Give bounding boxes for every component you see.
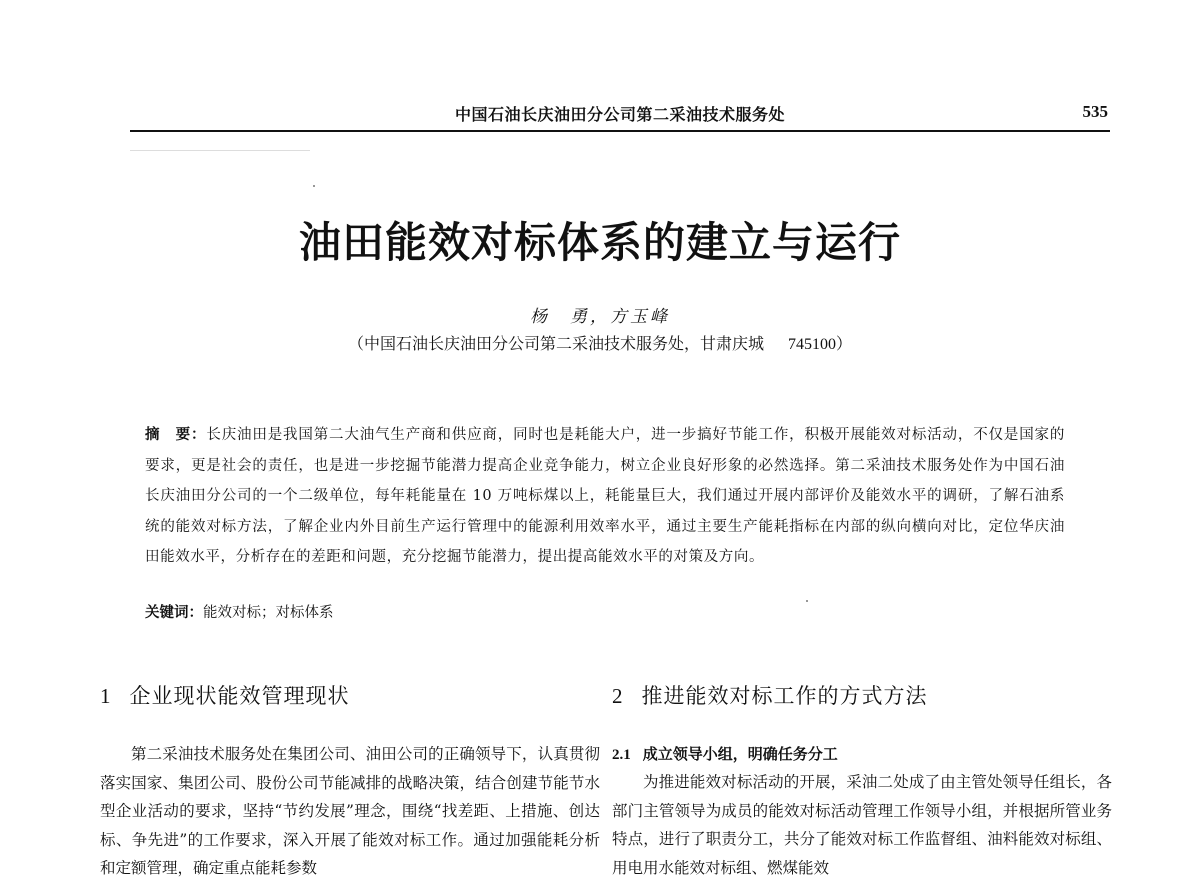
running-title: 中国石油长庆油田分公司第二采油技术服务处 — [454, 105, 785, 124]
subsection-2-1-number: 2.1 — [612, 747, 631, 763]
abstract — [145, 420, 1065, 573]
abstract-label: 摘 要： — [145, 427, 207, 443]
keywords — [145, 601, 1065, 622]
running-header — [130, 100, 1110, 126]
page-number: 535 — [1082, 102, 1108, 121]
section-1-number: 1 — [100, 684, 112, 708]
header-rule — [130, 130, 1110, 132]
subsection-2-1-heading — [612, 740, 1112, 768]
header-subrule — [130, 150, 310, 151]
section-2-heading — [612, 680, 1112, 714]
section-1-heading — [100, 680, 600, 714]
section-2-number: 2 — [612, 684, 624, 708]
keywords-text: 能效对标；对标体系 — [203, 605, 334, 621]
section-2-paragraph: 为推进能效对标活动的开展，采油二处成了由主管处领导任组长，各部门主管领导为成员的能效对标活动管理工作领导小组，并根据所管业务特点，进行了职责分工，共分了能效对标工作监督组、油料能效对标组、用电用水能效对标组、燃煤能效 — [612, 773, 1112, 877]
section-1-title: 企业现状能效管理现状 — [129, 684, 350, 708]
section-2-title: 推进能效对标工作的方式方法 — [641, 684, 928, 708]
affiliation — [100, 331, 1100, 354]
keywords-label: 关键词： — [145, 605, 203, 621]
affiliation-text: （中国石油长庆油田分公司第二采油技术服务处，甘肃庆城 — [347, 334, 764, 353]
section-1-body — [100, 740, 600, 883]
abstract-text: 长庆油田是我国第二大油气生产商和供应商，同时也是耗能大户，进一步搞好节能工作，积极开展能效对标活动，不仅是国家的要求，更是社会的责任，也是进一步挖掘节能潜力提高企业竞争能力，树立企业良好形象的必然选择。第二采油技术服务处作为中国石油长庆油田分公司的一个二级单位，每年耗能量在 10 万吨标煤以上，耗能量巨大，我们通过开展内部评价及能效水平的调研，了解石油系统的能效对标方法，了解企业内外目前生产运行管理中的能源利用效率水平，通过主要生产能耗指标在内部的纵向横向对比，定位华庆油田能效水平，分析存在的差距和问题，充分挖掘节能潜力，提出提高能效水平的对策及方向。 — [145, 427, 1065, 565]
scan-speck — [806, 600, 808, 602]
scan-speck — [313, 185, 315, 187]
right-column — [612, 680, 1112, 882]
section-1-paragraph: 第二采油技术服务处在集团公司、油田公司的正确领导下，认真贯彻落实国家、集团公司、股份公司节能减排的战略决策，结合创建节能节水型企业活动的要求，坚持“节约发展”理念，围绕“找差距、上措施、创达标、争先进”的工作要求，深入开展了能效对标工作。通过加强能耗分析和定额管理，确定重点能耗参数 — [100, 745, 600, 877]
authors: 杨 勇，方玉峰 — [530, 307, 670, 327]
left-column — [100, 680, 600, 883]
paper-title: 油田能效对标体系的建立与运行 — [298, 218, 901, 267]
subsection-2-1-title: 成立领导小组，明确任务分工 — [642, 745, 838, 763]
section-2-body — [612, 768, 1112, 882]
affiliation-postal: 745100） — [788, 336, 853, 353]
